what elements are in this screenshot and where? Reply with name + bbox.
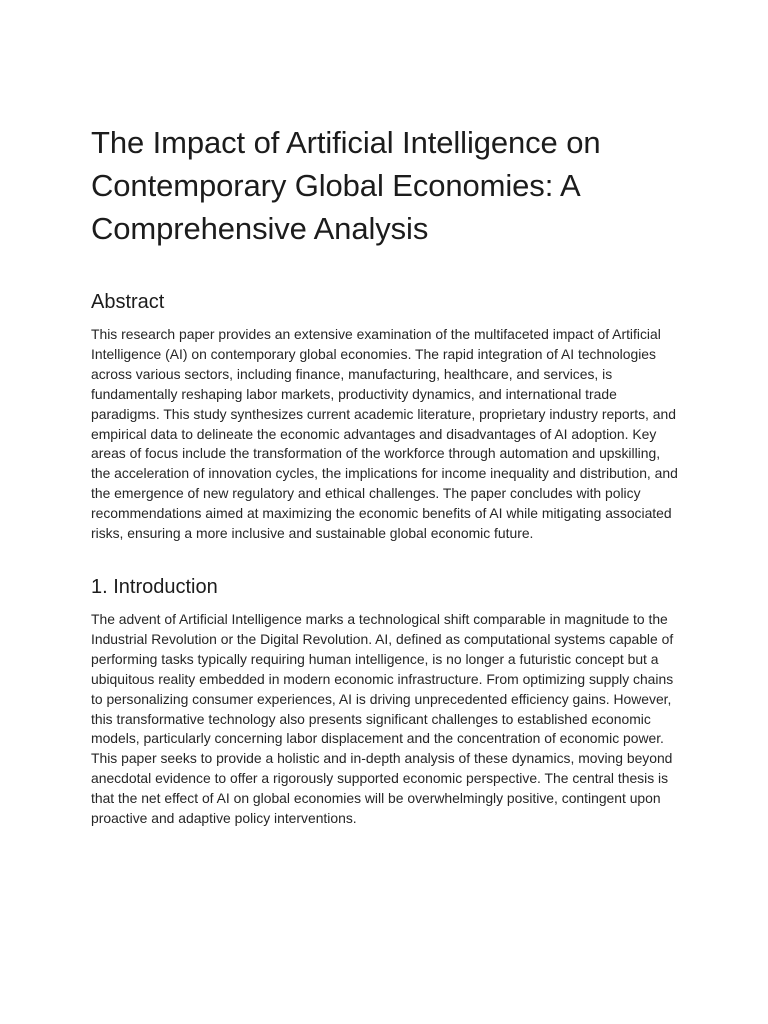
introduction-paragraph: The advent of Artificial Intelligence marks a technological shift comparable in magnitude to the Industrial Revolution or the Digital Revolution. AI, defined as computational systems capable of performing tasks typically requiring human intelligence, is no longer a futuristic concept but a ubiquitous reality embedded in modern economic infrastructure. From optimizing supply chains to personalizing consumer experiences, AI is driving unprecedented efficiency gains. However, this transformative technology also presents significant challenges to established economic models, particularly concerning labor displacement and the concentration of economic power. This paper seeks to provide a holistic and in-depth analysis of these dynamics, moving beyond anecdotal evidence to offer a rigorously supported economic perspective. The central thesis is that the net effect of AI on global economies will be overwhelmingly positive, contingent upon proactive and adaptive policy interventions. xyxy=(91,610,674,827)
document-page xyxy=(91,121,681,829)
abstract-heading: Abstract xyxy=(91,291,165,313)
introduction-section xyxy=(91,574,681,829)
paper-title: The Impact of Artificial Intelligence on Contemporary Global Economies: A Comprehensive Analysis xyxy=(91,125,601,246)
abstract-section xyxy=(91,289,681,544)
introduction-heading: 1. Introduction xyxy=(91,575,218,598)
abstract-paragraph: This research paper provides an extensive examination of the multifaceted impact of Artificial Intelligence (AI) on contemporary global economies. The rapid integration of AI technologies across various sectors, including finance, manufacturing, healthcare, and services, is fundamentally reshaping labor markets, productivity dynamics, and international trade paradigms. This study synthesizes current academic literature, proprietary industry reports, and empirical data to delineate the economic advantages and disadvantages of AI adoption. Key areas of focus include the transformation of the workforce through automation and upskilling, the acceleration of innovation cycles, the implications for income inequality and distribution, and the emergence of new regulatory and ethical challenges. The paper concludes with policy recommendations aimed at maximizing the economic benefits of AI while mitigating associated risks, ensuring a more inclusive and sustainable global economic future. xyxy=(91,326,678,542)
